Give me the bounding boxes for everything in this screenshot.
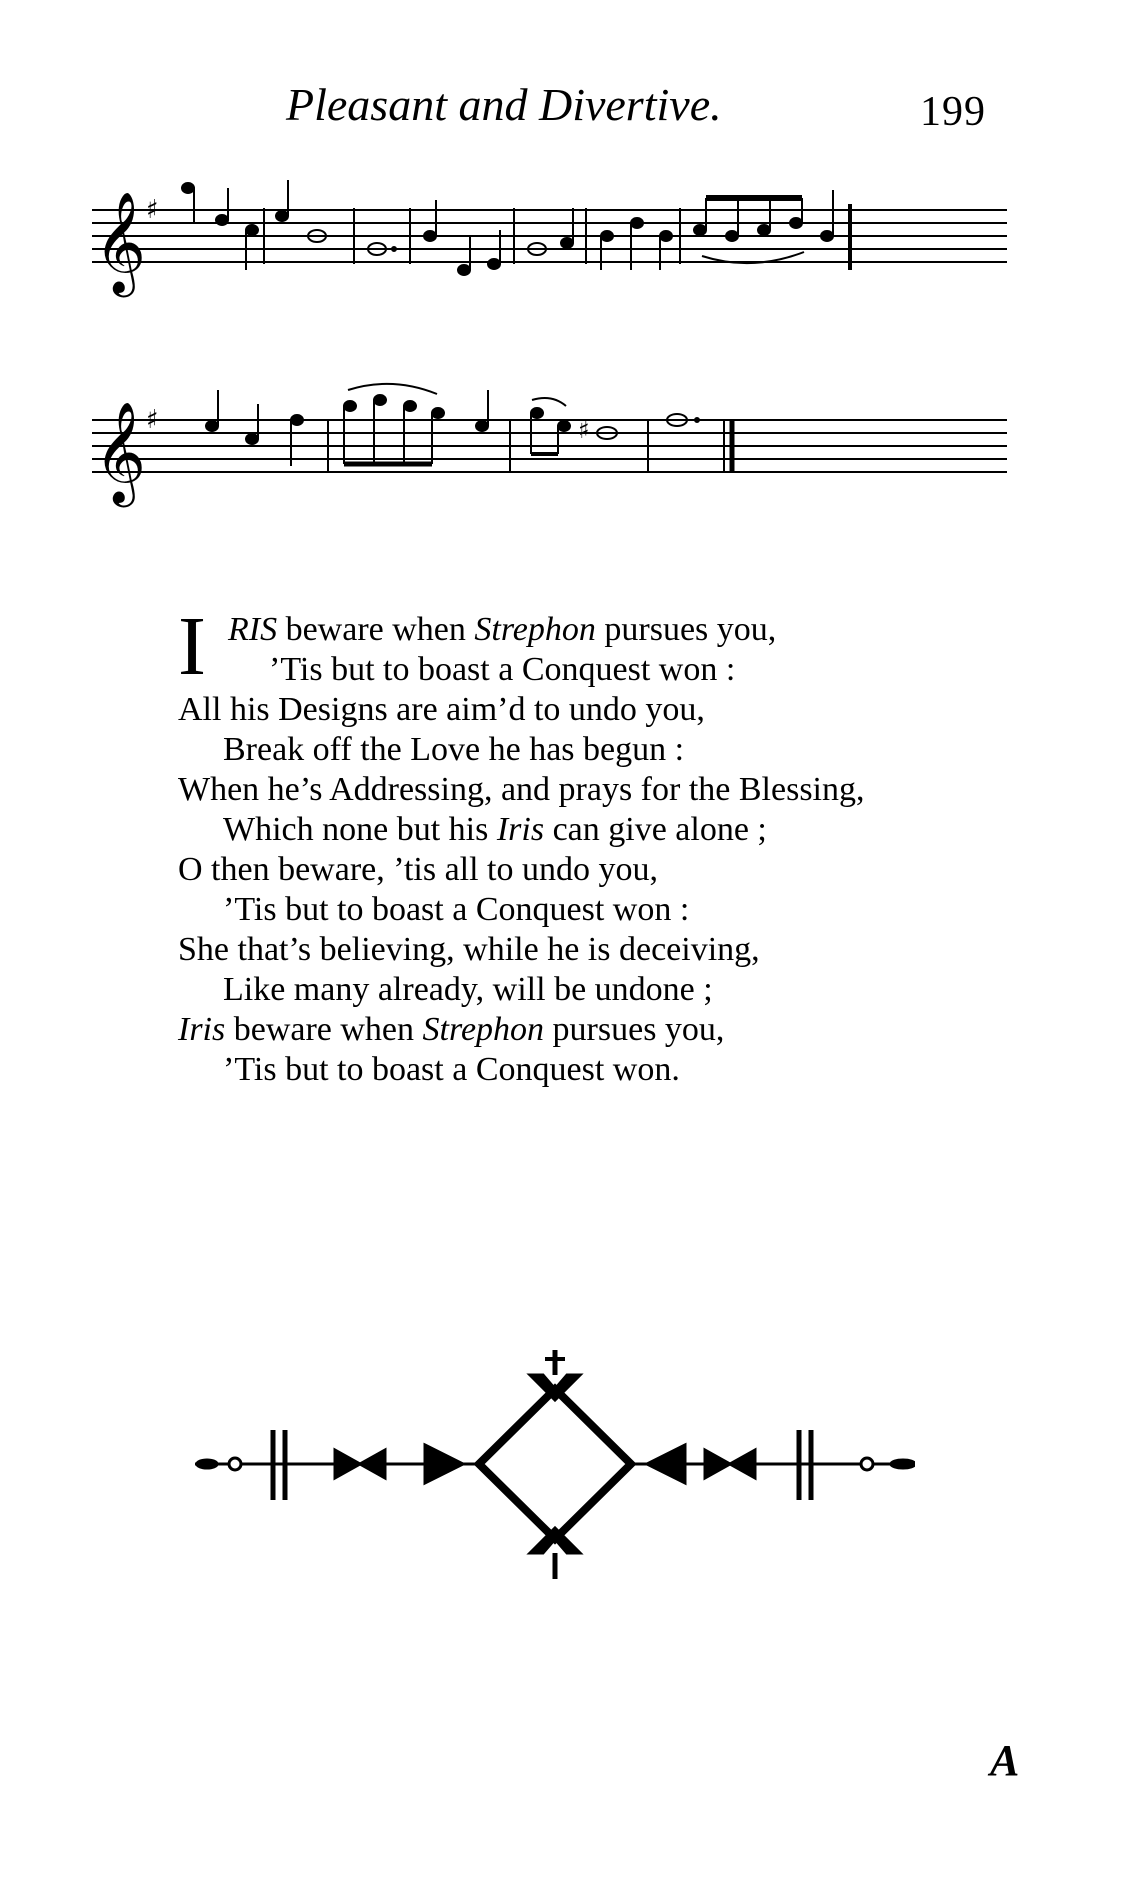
poem-line [178, 930, 865, 970]
poem-line [178, 610, 865, 650]
poem-line [178, 1010, 865, 1050]
poem-word: ’Tis but to boast a Conquest won : [269, 651, 736, 688]
sharp-icon: ♯ [146, 195, 159, 225]
sharp-icon: ♯ [146, 405, 159, 435]
poem-word: Break off the Love he has begun : [223, 731, 685, 768]
running-head-title: Pleasant and Divertive. [286, 79, 722, 130]
poem-word: beware when [277, 611, 475, 648]
poem-word: Strephon [474, 611, 596, 648]
poem-line [178, 730, 865, 770]
poem-opening [178, 600, 865, 693]
poem-line [178, 770, 865, 810]
poem-word: ’Tis but to boast a Conquest won : [223, 891, 690, 928]
poem-line [178, 890, 865, 930]
page-number: 199 [920, 89, 986, 135]
tailpiece-ornament [195, 1345, 915, 1585]
signature-mark: A [990, 1736, 1020, 1785]
poem-line [178, 1050, 865, 1090]
treble-clef-icon: 𝄞 [94, 400, 147, 503]
notes-staff-1 [182, 180, 850, 275]
poem-word: beware when [225, 1011, 423, 1048]
poem-word: pursues you, [595, 611, 777, 648]
drop-cap-letter: I [178, 600, 206, 693]
poem-word: All his Designs are aim’d to undo you, [178, 691, 705, 728]
poem-word: ’Tis but to boast a Conquest won. [223, 1051, 680, 1088]
poem-word: Strephon [422, 1011, 545, 1048]
poem-word: can give alone ; [544, 811, 767, 848]
poem-word: Iris [496, 811, 545, 848]
svg-text:♯: ♯ [578, 416, 590, 444]
music-staff-2 [92, 380, 1012, 530]
treble-clef-icon: 𝄞 [94, 190, 147, 293]
poem-line [178, 850, 865, 890]
poem-word: RIS [228, 611, 278, 648]
poem-word: Iris [178, 1011, 226, 1048]
music-staff-1 [92, 160, 1012, 310]
poem-text [178, 600, 865, 1090]
poem-word: She that’s believing, while he is deceiving, [178, 931, 760, 968]
poem-word: When he’s Addressing, and prays for the Blessing, [178, 771, 865, 808]
poem-word: O then beware, ’tis all to undo you, [178, 851, 659, 888]
poem-line [178, 650, 865, 690]
poem-word: Which none but his [223, 811, 497, 848]
poem-line [178, 810, 865, 850]
poem-line [178, 690, 865, 730]
poem-word: pursues you, [544, 1011, 725, 1048]
poem-word: Like many already, will be undone ; [223, 971, 713, 1008]
poem-line [178, 970, 865, 1010]
